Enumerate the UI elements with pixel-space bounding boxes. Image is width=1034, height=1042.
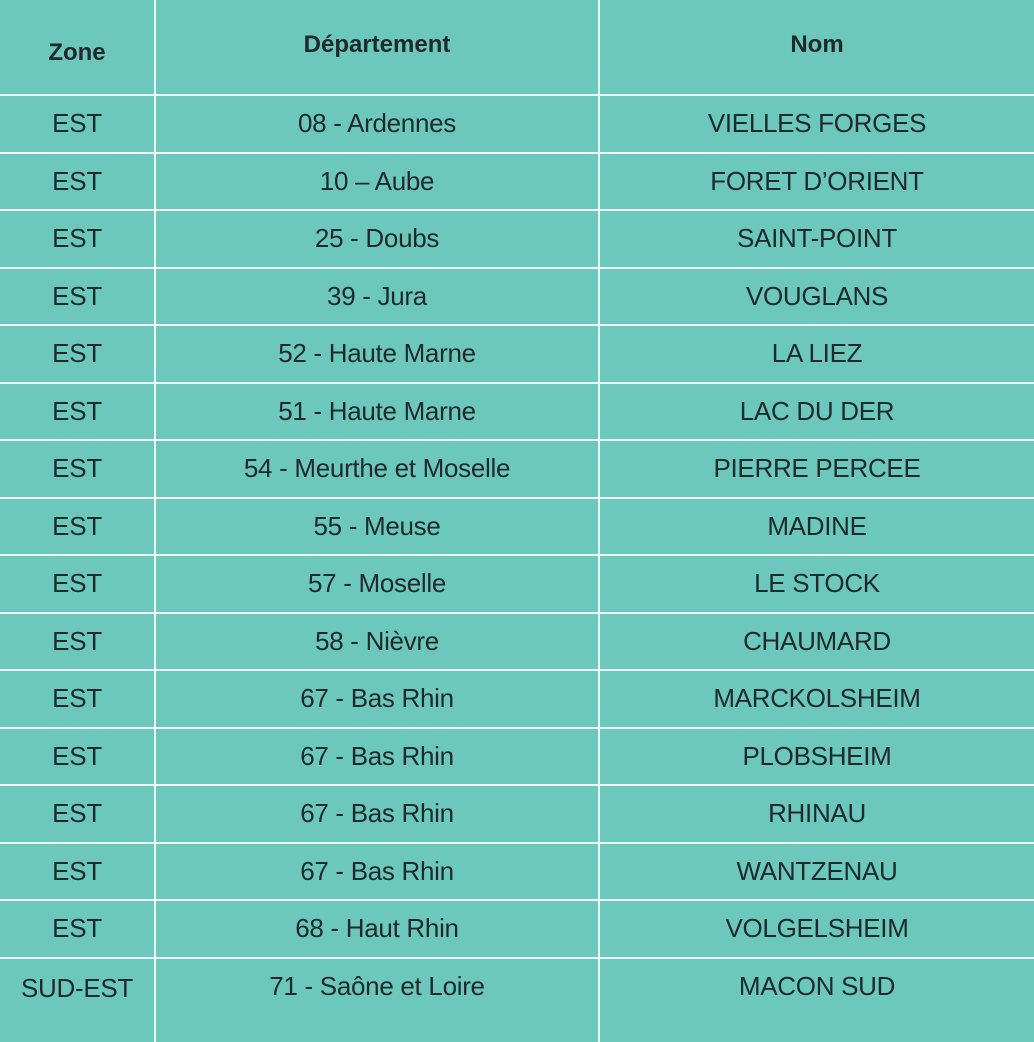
nom-cell: MARCKOLSHEIM — [599, 670, 1034, 728]
departement-cell: 25 - Doubs — [155, 210, 599, 268]
table-row — [0, 498, 1034, 556]
zone-cell: EST — [0, 613, 155, 671]
table-row — [0, 843, 1034, 901]
nom-cell: LA LIEZ — [599, 325, 1034, 383]
table-row — [0, 383, 1034, 441]
departement-cell: 67 - Bas Rhin — [155, 728, 599, 786]
table-row — [0, 670, 1034, 728]
header-departement-label: Département — [303, 31, 451, 58]
zone-cell: EST — [0, 325, 155, 383]
zone-cell: EST — [0, 670, 155, 728]
table-row — [0, 268, 1034, 326]
zone-cell: EST — [0, 498, 155, 556]
table-row — [0, 900, 1034, 958]
zone-cell: EST — [0, 210, 155, 268]
nom-cell: PIERRE PERCEE — [599, 440, 1034, 498]
nom-cell: VOUGLANS — [599, 268, 1034, 326]
table-row — [0, 210, 1034, 268]
zone-cell: EST — [0, 95, 155, 153]
zone-cell: EST — [0, 728, 155, 786]
zone-cell: EST — [0, 785, 155, 843]
nom-cell: WANTZENAU — [599, 843, 1034, 901]
departement-cell: 52 - Haute Marne — [155, 325, 599, 383]
departement-cell: 55 - Meuse — [155, 498, 599, 556]
table-row — [0, 153, 1034, 211]
table-row — [0, 728, 1034, 786]
zone-cell: EST — [0, 440, 155, 498]
nom-cell: SAINT-POINT — [599, 210, 1034, 268]
departement-cell: 67 - Bas Rhin — [155, 670, 599, 728]
departement-cell: 71 - Saône et Loire — [155, 958, 599, 1042]
nom-cell: VIELLES FORGES — [599, 95, 1034, 153]
departement-cell: 10 – Aube — [155, 153, 599, 211]
departement-cell: 57 - Moselle — [155, 555, 599, 613]
zone-cell: EST — [0, 900, 155, 958]
header-departement — [155, 0, 599, 95]
nom-cell: VOLGELSHEIM — [599, 900, 1034, 958]
departement-cell: 67 - Bas Rhin — [155, 785, 599, 843]
zone-cell: EST — [0, 843, 155, 901]
header-nom — [599, 0, 1034, 95]
departement-cell: 54 - Meurthe et Moselle — [155, 440, 599, 498]
table-body — [0, 95, 1034, 1042]
header-zone-label: Zone — [48, 39, 106, 66]
nom-cell: MADINE — [599, 498, 1034, 556]
zone-cell: EST — [0, 153, 155, 211]
zone-cell: EST — [0, 268, 155, 326]
nom-cell: MACON SUD — [599, 958, 1034, 1042]
header-zone — [0, 0, 155, 95]
header-nom-label: Nom — [790, 31, 844, 58]
table-row — [0, 325, 1034, 383]
zone-cell: SUD-EST — [0, 958, 155, 1042]
nom-cell: LE STOCK — [599, 555, 1034, 613]
departement-cell: 68 - Haut Rhin — [155, 900, 599, 958]
table-row — [0, 555, 1034, 613]
zone-cell: EST — [0, 555, 155, 613]
departement-cell: 67 - Bas Rhin — [155, 843, 599, 901]
table-row — [0, 613, 1034, 671]
departement-cell: 08 - Ardennes — [155, 95, 599, 153]
table-header — [0, 0, 1034, 95]
table-row — [0, 958, 1034, 1042]
nom-cell: FORET D’ORIENT — [599, 153, 1034, 211]
nom-cell: RHINAU — [599, 785, 1034, 843]
departement-cell: 51 - Haute Marne — [155, 383, 599, 441]
header-row — [0, 0, 1034, 95]
zone-cell: EST — [0, 383, 155, 441]
departement-cell: 58 - Nièvre — [155, 613, 599, 671]
table-row — [0, 785, 1034, 843]
nom-cell: PLOBSHEIM — [599, 728, 1034, 786]
nom-cell: LAC DU DER — [599, 383, 1034, 441]
table-row — [0, 95, 1034, 153]
table-row — [0, 440, 1034, 498]
departement-cell: 39 - Jura — [155, 268, 599, 326]
nom-cell: CHAUMARD — [599, 613, 1034, 671]
